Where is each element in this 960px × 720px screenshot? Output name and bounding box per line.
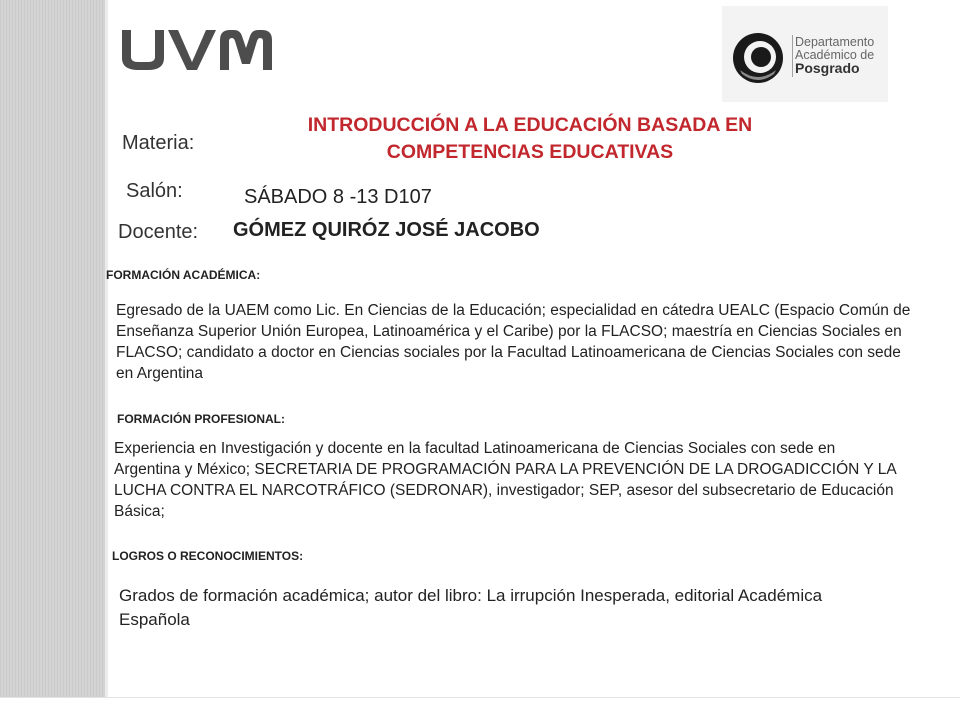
salon-label: Salón: [126,180,183,202]
achievements-heading: LOGROS O RECONOCIMIENTOS: [112,549,304,563]
posgrado-logo [722,6,888,102]
achievements-text: Grados de formación académica; autor del libro: La irrupción Inesperada, editorial Académica Española [119,586,823,629]
posgrado-line-2: Académico de [795,48,875,62]
uvm-logo [118,24,274,76]
footer-band [0,697,960,720]
course-title: INTRODUCCIÓN A LA EDUCACIÓN BASADA EN COMPETENCIAS EDUCATIVAS [307,114,753,163]
professional-background-text: Experiencia en Investigación y docente en la facultad Latinoamericana de Ciencias Sociales con sede en Argentina y México; SECRETARIA DE PROGRAMACIÓN PARA LA PREVENCIÓN DE LA DROGADICCIÓN Y LA LUCHA CONTRA EL NARCOTRÁFICO (SEDRONAR), investigador; SEP, asesor del subsecretario de Educación Básica; [114,440,896,520]
stripe-edge [105,0,108,720]
left-decorative-stripe [0,0,105,720]
posgrado-line-1: Departamento [795,35,875,49]
posgrado-text [795,36,874,75]
academic-background-text: Egresado de la UAEM como Lic. En Ciencias de la Educación; especialidad en cátedra UEALC (Espacio Común de Enseñanza Superior Unión Europea, Latinoamérica y el Caribe) por la FLACSO; maestría en Ciencias Sociales en FLACSO; candidato a doctor en Ciencias sociales por la Facultad Latinoamericana de Ciencias Sociales con sede en Argentina [116,302,911,382]
posgrado-divider [792,35,793,77]
salon-value: SÁBADO 8 -13 D107 [244,186,432,208]
academic-background-heading: FORMACIÓN ACADÉMICA: [106,268,261,282]
docente-name: GÓMEZ QUIRÓZ JOSÉ JACOBO [233,219,540,241]
materia-label: Materia: [122,132,195,154]
posgrado-line-3: Posgrado [795,60,860,76]
posgrado-emblem-icon [730,30,786,86]
professional-background-heading: FORMACIÓN PROFESIONAL: [117,412,285,426]
docente-label: Docente: [118,221,199,243]
